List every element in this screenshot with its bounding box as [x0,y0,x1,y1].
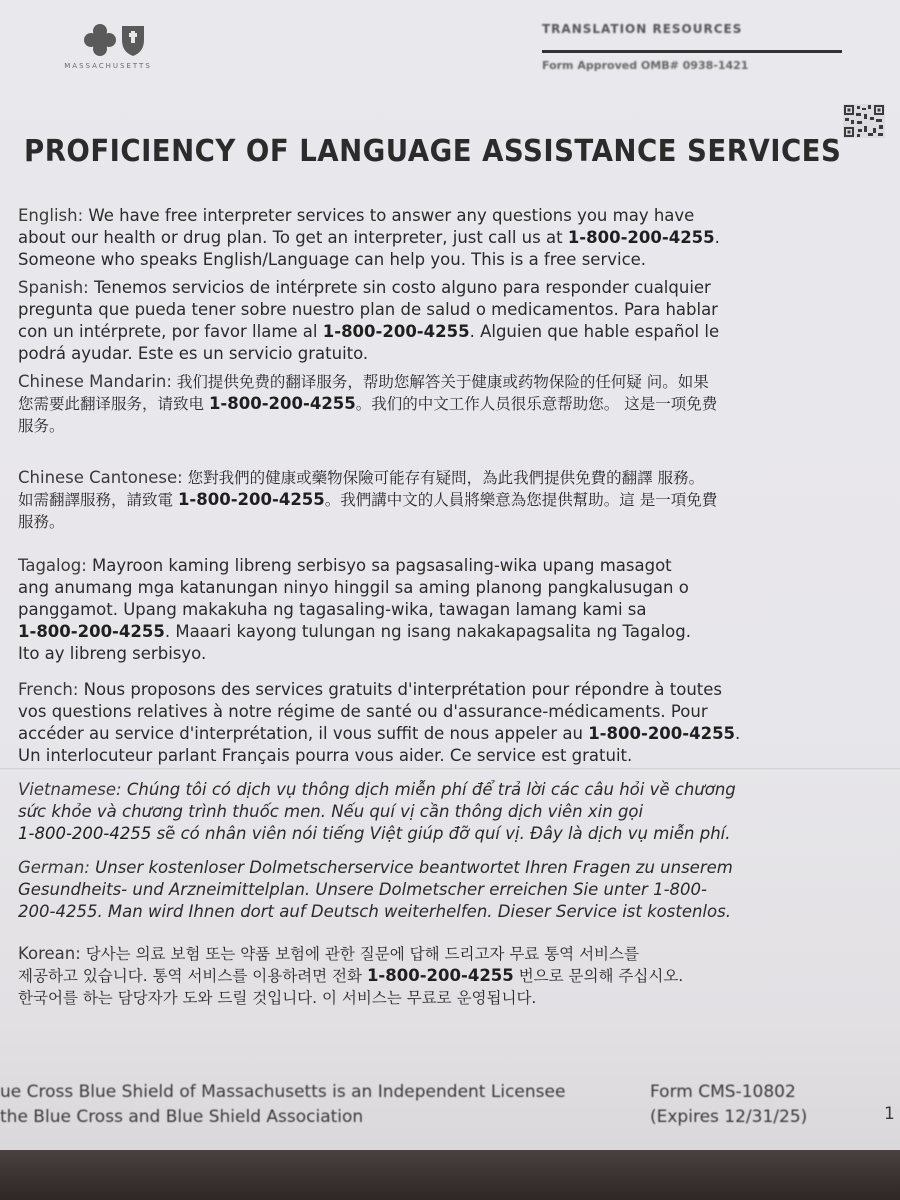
entry-line [18,987,858,1009]
form-number: Form CMS-10802 [650,1082,796,1102]
language-entry [18,857,858,923]
form-expiration: (Expires 12/31/25) [650,1107,808,1127]
header-title: TRANSLATION RESOURCES [542,22,743,36]
language-entry [18,467,858,533]
entry-text: Ito ay libreng serbisyo. [18,644,207,663]
entry-text: 한국어를 하는 담당자가 도와 드릴 것입니다. 이 서비스는 무료로 운영됩니다. [18,989,537,1007]
entry-line [18,467,858,489]
entry-line [18,277,858,299]
entry-text: . Alguien que hable español le [469,322,720,341]
entry-text: panggamot. Upang makakuha ng tagasaling-wika, tawagan lamang kami sa [18,600,647,619]
entry-line [18,901,858,923]
phone-number: 1-800-200-4255 [18,824,152,843]
entry-text: podrá ayudar. Este es un servicio gratuito. [18,344,369,363]
footer-licensee [0,1080,620,1130]
entry-text: about our health or drug plan. To get an interpreter, just call us at [18,228,568,247]
phone-number: 1-800-200-4255 [208,394,356,413]
phone-number: 1-800-200-4255 [567,228,715,247]
language-label: Tagalog: [18,556,87,575]
entry-line [18,227,858,249]
entry-line [18,299,858,321]
cross-shield-logo-icon [66,22,156,58]
entry-text: . [714,228,720,247]
desk-background [0,1150,900,1200]
entry-text: ang anumang mga katanungan ninyo hinggil sa aming planong pangkalusugan o [18,578,689,597]
language-label: Vietnamese: [18,780,122,799]
entry-text: 제공하고 있습니다. 통역 서비스를 이용하려면 전화 [18,967,367,985]
entry-text: 。我们的中文工作人员很乐意帮助您。 这是一项免费 [355,395,718,413]
entry-text: 服务。 [18,417,65,435]
footer-licensee-line: the Blue Cross and Blue Shield Association [0,1107,364,1127]
phone-number: 1-800-200-4255 [322,322,470,341]
entry-line [18,779,858,801]
entry-text: . [735,724,741,743]
entry-line [18,321,858,343]
header-divider [542,50,842,53]
logo-text: MASSACHUSETTS [64,62,152,70]
entry-text: 您需要此翻译服务，请致电 [18,395,209,413]
entry-text: Chúng tôi có dịch vụ thông dịch miễn phí để trả lời các câu hỏi về chương [121,780,736,799]
entry-line [18,489,858,511]
company-logo [28,22,188,78]
phone-number: 1-800-200-4255 [177,490,325,509]
phone-number: 1-800-200-4255 [588,724,736,743]
entry-line [18,511,858,533]
paper-fold-line [0,768,900,771]
entry-text: Unser kostenloser Dolmetscherservice beantwortet Ihren Fragen zu unserem [89,858,733,877]
form-header [542,22,842,72]
language-entry [18,779,858,845]
entry-text: 服務。 [18,513,65,531]
entry-text: 如需翻譯服務，請致電 [18,491,178,509]
entry-text: Un interlocuteur parlant Français pourra vous aider. Ce service est gratuit. [18,746,633,765]
entry-text: 당사는 의료 보험 또는 약품 보험에 관한 질문에 답해 드리고자 무료 통역 서비스를 [80,945,639,963]
page-number: 1 [884,1104,895,1124]
entry-text: We have free interpreter services to answer any questions you may have [83,206,695,225]
entry-text: Someone who speaks English/Language can help you. This is a free service. [18,250,647,269]
language-entry [18,277,858,365]
entry-line [18,965,858,987]
entry-text: vos questions relatives à notre régime de santé ou d'assurance-médicaments. Pour [18,702,708,721]
language-label: German: [18,858,90,877]
footer-form-info [650,1080,850,1130]
entry-line [18,823,858,845]
entry-text: 。我們講中文的人員將樂意為您提供幫助。這 是一項免費 [324,491,718,509]
entry-line [18,857,858,879]
entry-line [18,643,858,665]
entry-text: . Maaari kayong tulungan ng isang nakakapagsalita ng Tagalog. [164,622,691,641]
entry-line [18,205,858,227]
entry-text: Tenemos servicios de intérprete sin costo alguno para responder cualquier [88,278,711,297]
entry-line [18,249,858,271]
language-label: English: [18,206,84,225]
language-entry [18,205,858,271]
language-entry [18,555,858,665]
entry-line [18,745,858,767]
document-title: PROFICIENCY OF LANGUAGE ASSISTANCE SERVICES [24,134,842,169]
entry-text: sức khỏe và chương trình thuốc men. Nếu quí vị cần thông dịch viên xin gọi [18,802,644,821]
entry-line [18,371,858,393]
entry-text: 200-4255. Man wird Ihnen dort auf Deutsch weiterhelfen. Dieser Service ist kostenlos. [18,902,731,921]
entry-line [18,343,858,365]
entry-text: 번으로 문의해 주십시오. [513,967,684,985]
entry-text: con un intérprete, por favor llame al [18,322,323,341]
entry-line [18,943,858,965]
entry-line [18,599,858,621]
entry-line [18,555,858,577]
language-label: Chinese Cantonese: [18,468,183,487]
entry-text: Mayroon kaming libreng serbisyo sa pagsasaling-wika upang masagot [86,556,672,575]
entry-text: Nous proposons des services gratuits d'interprétation pour répondre à toutes [78,680,723,699]
form-approval-number: Form Approved OMB# 0938-1421 [542,59,749,72]
language-label: Chinese Mandarin: [18,372,172,391]
entry-text: pregunta que pueda tener sobre nuestro plan de salud o medicamentos. Para hablar [18,300,718,319]
language-entry [18,371,858,437]
language-label: Korean: [18,944,81,963]
entry-text: 您對我們的健康或藥物保險可能存有疑問，為此我們提供免費的翻譯 服務。 [182,469,705,487]
entry-text: 我们提供免费的翻译服务，帮助您解答关于健康或药物保险的任何疑 问。如果 [171,373,709,391]
language-entry [18,943,858,1009]
phone-number: 1-800-200-4255 [366,966,514,985]
entry-line [18,723,858,745]
entry-line [18,577,858,599]
entry-line [18,679,858,701]
entry-text: accéder au service d'interprétation, il vous suffit de nous appeler au [18,724,589,743]
entry-line [18,415,858,437]
language-label: Spanish: [18,278,89,297]
entry-line [18,393,858,415]
entry-line [18,701,858,723]
entry-text: Gesundheits- und Arzneimittelplan. Unsere Dolmetscher erreichen Sie unter 1-800- [18,880,707,899]
entry-line [18,879,858,901]
entry-line [18,801,858,823]
entry-text: sẽ có nhân viên nói tiếng Việt giúp đỡ quí vị. Đây là dịch vụ miễn phí. [151,824,731,843]
phone-number: 1-800-200-4255 [18,622,165,641]
footer-licensee-line: ue Cross Blue Shield of Massachusetts is an Independent Licensee [0,1082,566,1102]
language-label: French: [18,680,79,699]
entry-line [18,621,858,643]
language-entry [18,679,858,767]
qr-code-icon [843,104,885,138]
